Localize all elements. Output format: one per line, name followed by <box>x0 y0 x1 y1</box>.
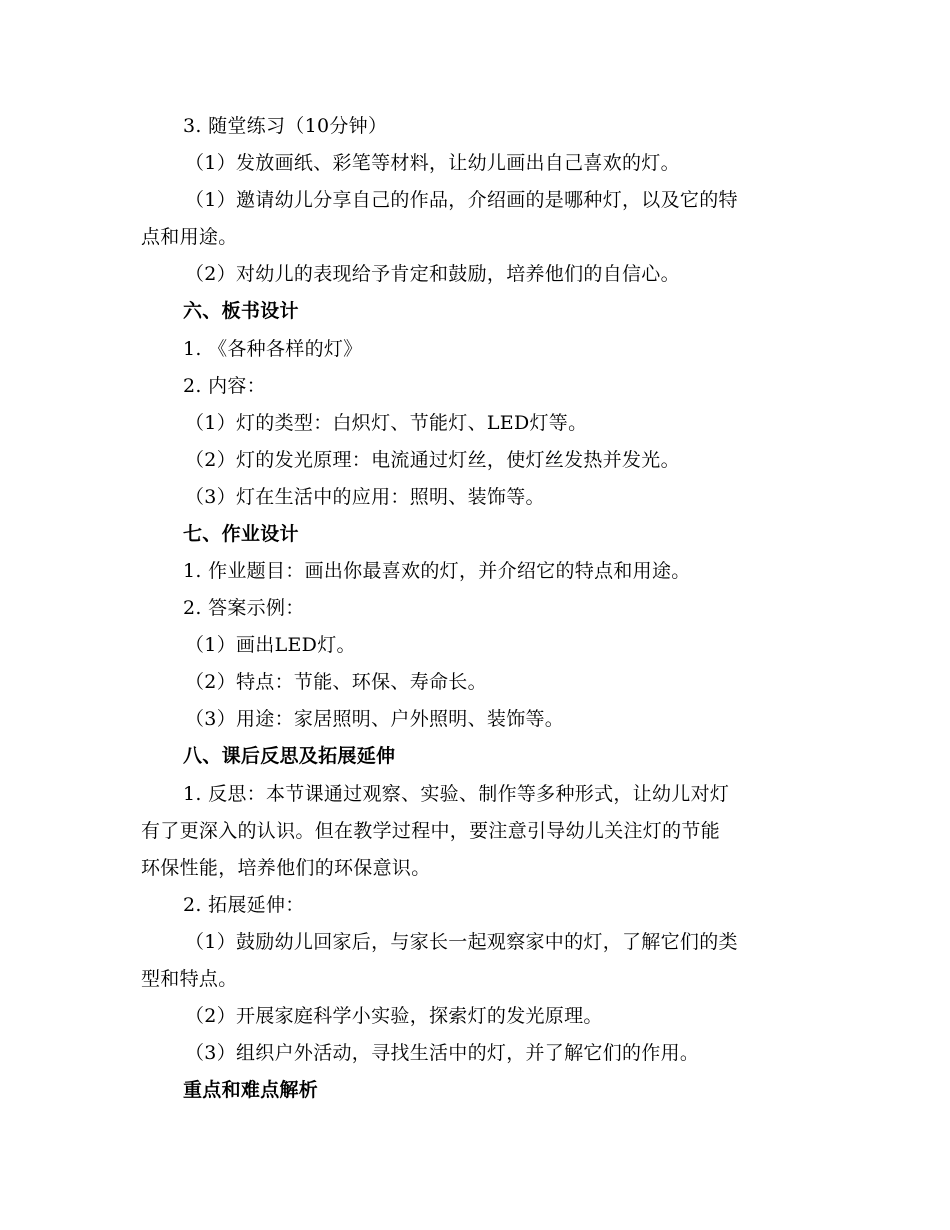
homework-subitem-3: （3）用途：家居照明、户外照明、装饰等。 <box>185 708 565 730</box>
homework-subitem-2: （2）特点：节能、环保、寿命长。 <box>185 671 487 693</box>
homework-item-1: 1. 作业题目：画出你最喜欢的灯，并介绍它的特点和用途。 <box>183 560 691 582</box>
board-item-1: 1. 《各种各样的灯》 <box>183 338 363 360</box>
board-subitem-2: （2）灯的发光原理：电流通过灯丝，使灯丝发热并发光。 <box>185 449 680 471</box>
section-heading-homework: 七、作业设计 <box>183 523 299 545</box>
reflection-line-2: 有了更深入的认识。但在教学过程中，要注意引导幼儿关注灯的节能 <box>141 820 721 842</box>
section-heading-reflection: 八、课后反思及拓展延伸 <box>183 745 396 767</box>
board-subitem-3: （3）灯在生活中的应用：照明、装饰等。 <box>185 486 545 508</box>
extension-item-1-line-2: 型和特点。 <box>141 968 238 990</box>
practice-item-3: （2）对幼儿的表现给予肯定和鼓励，培养他们的自信心。 <box>185 263 680 285</box>
practice-step-heading: 3. 随堂练习（10分钟） <box>183 115 388 137</box>
practice-item-2-line-2: 点和用途。 <box>141 226 238 248</box>
extension-item-1-line-1: （1）鼓励幼儿回家后，与家长一起观察家中的灯，了解它们的类 <box>185 931 738 953</box>
homework-subitem-1: （1）画出LED灯。 <box>185 634 356 656</box>
extension-heading: 2. 拓展延伸： <box>183 894 305 916</box>
extension-item-2: （2）开展家庭科学小实验，探索灯的发光原理。 <box>185 1005 603 1027</box>
section-heading-board-design: 六、板书设计 <box>183 300 299 322</box>
extension-item-3: （3）组织户外活动，寻找生活中的灯，并了解它们的作用。 <box>185 1042 700 1064</box>
practice-item-2-line-1: （1）邀请幼儿分享自己的作品，介绍画的是哪种灯，以及它的特 <box>185 189 738 211</box>
reflection-line-3: 环保性能，培养他们的环保意识。 <box>141 857 431 879</box>
section-heading-key-points: 重点和难点解析 <box>183 1079 319 1101</box>
reflection-line-1: 1. 反思：本节课通过观察、实验、制作等多种形式，让幼儿对灯 <box>183 783 730 805</box>
homework-item-2: 2. 答案示例： <box>183 597 305 619</box>
board-item-2: 2. 内容： <box>183 375 266 397</box>
board-subitem-1: （1）灯的类型：白炽灯、节能灯、LED灯等。 <box>185 412 588 434</box>
practice-item-1: （1）发放画纸、彩笔等材料，让幼儿画出自己喜欢的灯。 <box>185 152 680 174</box>
